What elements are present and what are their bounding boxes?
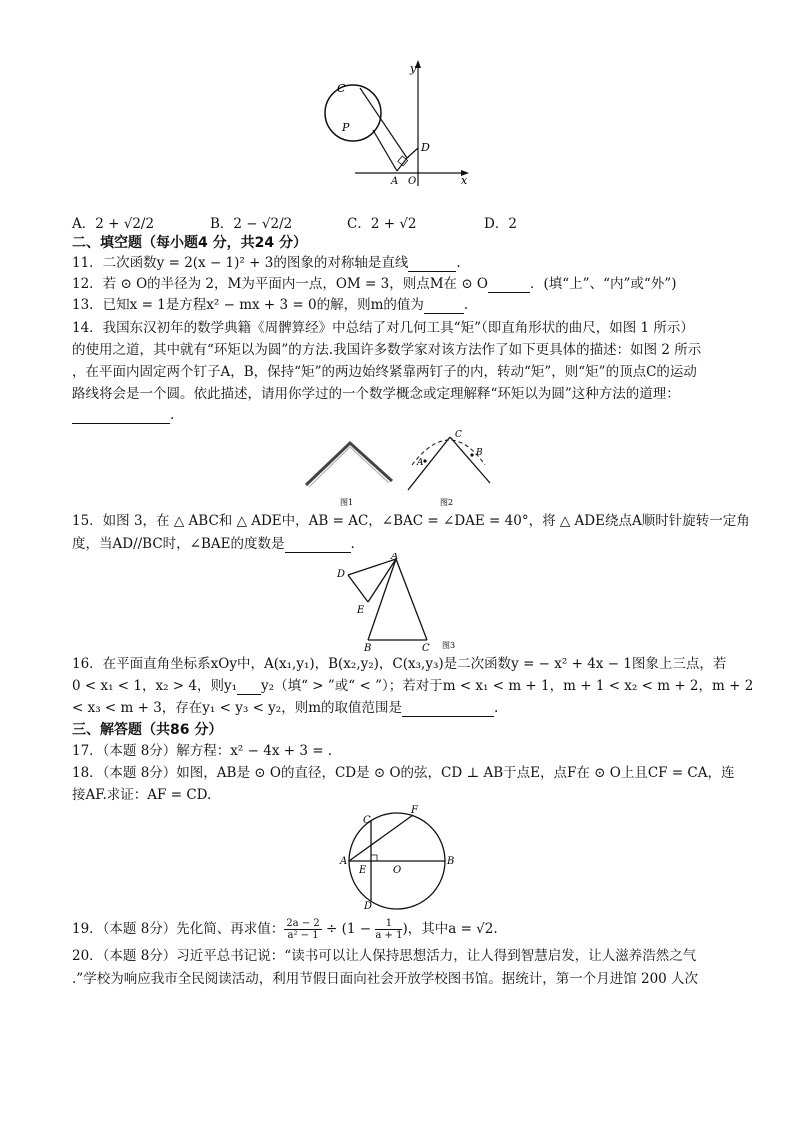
fig18-label-b: B [447, 856, 455, 867]
label-o: O [408, 176, 417, 187]
question-15-line1: 15．如图 3，在 △ ABC和 △ ADE中，AB = AC，∠BAC = ∠DAE = 40°，将 △ ADE绕点A顺时针旋转一定角 [72, 513, 750, 529]
fig3-label-b: B [364, 643, 372, 653]
question-18-line2: 接AF.求证：AF = CD. [72, 787, 212, 803]
fig2-label-b: B [476, 448, 483, 458]
fig18-label-c: C [363, 815, 371, 826]
label-p: P [342, 121, 350, 134]
question-20-line1: 20．（本题 8分）习近平总书记说：“读书可以让人保持思想活力，让人得到智慧启发，让人滋养浩然之气 [72, 948, 697, 964]
fraction-1: $\frac{2a - 2}{\text{a² − 1}}$ [286, 918, 320, 941]
question-11: 11．二次函数y = 2(x − 1)² + 3的图象的对称轴是直线 . [72, 255, 461, 271]
label-c: C [337, 82, 346, 95]
fig1-caption: 图1 [340, 498, 354, 507]
section3-heading: 三、解答题（共86 分） [72, 722, 223, 738]
q10-figure [315, 58, 475, 188]
fig2-caption: 图2 [440, 498, 454, 507]
option-c: C．2 + √2 [347, 216, 417, 232]
fig3-caption: 图3 [442, 641, 456, 650]
option-a: A．2 + √2/2 [72, 216, 155, 232]
section2-heading: 二、填空题（每小题4 分，共24 分） [72, 235, 307, 251]
fig3-label-a: A [391, 553, 399, 562]
question-14-answer: . [72, 406, 174, 424]
q14-figures [300, 425, 500, 510]
question-16-line1: 16．在平面直角坐标系xOy中，A(x₁,y₁)，B(x₂,y₂)，C(x₃,y₃)是二次函数y = − x² + 4x − 1图象上三点，若 [72, 656, 727, 672]
circle-p [325, 85, 381, 141]
question-14-line3: ，在平面内固定两个钉子A，B，保持“矩”的两边始终紧靠两钉子的内，转动“矩”，则“矩”的顶点C的运动 [72, 364, 697, 380]
question-14-line2: 的使用之道，其中就有“环矩以为圆”的方法.我国许多数学家对该方法作了如下更具体的描述：如图 2 所示 [72, 342, 702, 358]
ju-tool [306, 443, 392, 485]
question-16-line3: < x₃ < m + 3，存在y₁ < y₃ < y₂，则m的取值范围是 . [72, 700, 499, 716]
question-13: 13．已知x = 1是方程x² − mx + 3 = 0的解，则m的值为 . [72, 297, 469, 313]
question-18-line1: 18．（本题 8分）如图，AB是 ⊙ O的直径，CD是 ⊙ O的弦，CD ⊥ AB于点E，点F在 ⊙ O上且CF = CA，连 [72, 765, 735, 781]
fig3-label-e: E [357, 605, 365, 616]
question-12: 12．若 ⊙ O的半径为 2，M为平面内一点，OM = 3，则点M在 ⊙ O ．(填“上”、“内”或“外”) [72, 276, 677, 292]
q15-figure [330, 553, 470, 653]
fig18-label-e: E [359, 865, 367, 876]
label-y: y [410, 62, 417, 75]
question-16-line2: 0 < x₁ < 1，x₂ > 4，则y₁ y₂（填“ > ”或“ < ”）；若对于m < x₁ < m + 1，m + 1 < x₂ < m + 2，m + 2 [72, 678, 754, 694]
fig18-label-d: D [364, 901, 373, 912]
option-b: B．2 − √2/2 [210, 216, 293, 232]
question-14-line1: 14．我国东汉初年的数学典籍《周髀算经》中总结了对几何工具“矩”（即直角形状的曲尺，如图 1 所示） [72, 320, 694, 336]
question-20-line2: .”学校为响应我市全民阅读活动，利用节假日面向社会开放学校图书馆。据统计，第一个月进馆 200 人次 [72, 971, 699, 987]
fig18-label-a: A [340, 856, 348, 867]
question-15-line2: 度，当AD//BC时，∠BAE的度数是 . [72, 536, 355, 552]
fig3-label-d: D [337, 569, 346, 580]
label-d: D [421, 141, 430, 154]
fig2-label-a: A [417, 458, 424, 468]
option-d: D．2 [484, 216, 517, 232]
question-14-line4: 路线将会是一个圆。依此描述，请用你学过的一个数学概念或定理解释“环矩以为圆”这种方法的道理： [72, 386, 680, 402]
fig3-label-c: C [422, 643, 430, 653]
fig2-label-c: C [455, 430, 462, 440]
label-a: A [391, 176, 399, 187]
fig18-label-f: F [411, 805, 418, 816]
fig18-label-o: O [393, 865, 402, 876]
q18-figure [335, 805, 465, 915]
fraction-2: $\frac{1}{a + 1}$ [375, 918, 403, 941]
question-19: 19．（本题 8分）先化简、再求值： $\frac{2a - 2}{\text{a² − 1}}$ ÷ (1 − $\frac{1}{a + 1}$ )，其中a = √2. [72, 918, 498, 941]
question-17: 17．（本题 8分）解方程：x² − 4x + 3 = . [72, 743, 333, 759]
label-x: x [461, 174, 468, 187]
